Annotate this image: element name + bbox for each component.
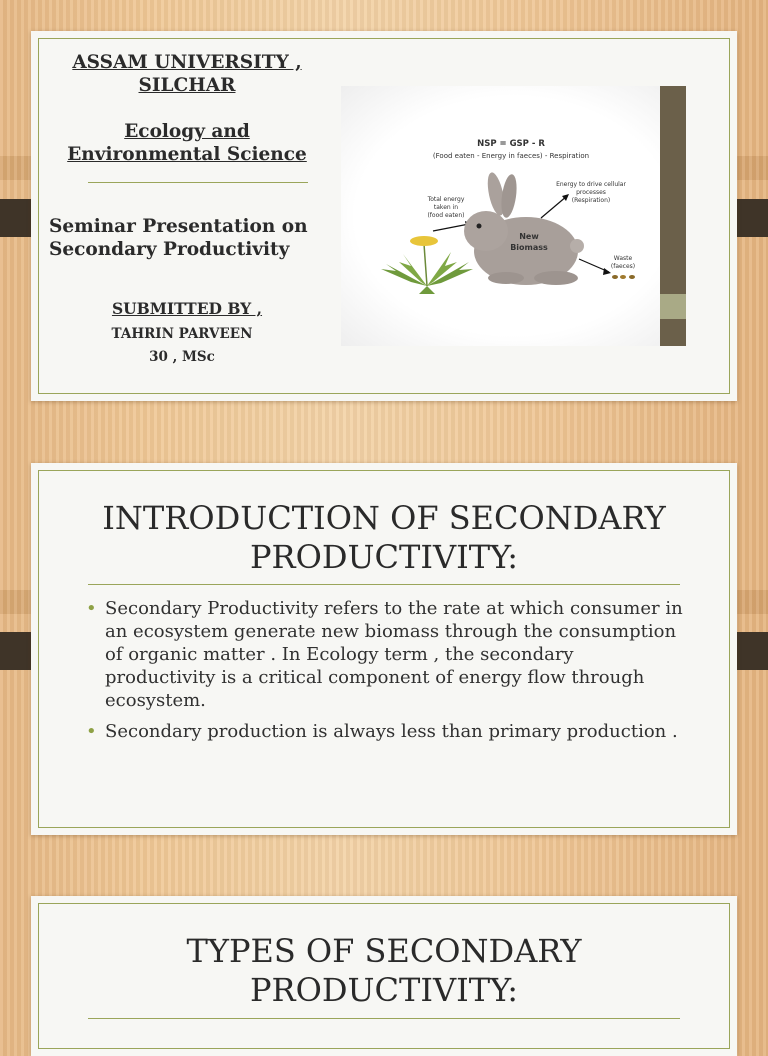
student-name: TAHRIN PARVEEN	[111, 326, 253, 342]
respiration-label-3: (Respiration)	[571, 197, 611, 204]
slide-title-heading	[51, 499, 717, 577]
slide-introduction[interactable]	[31, 463, 737, 835]
respiration-label-1: Energy to drive cellular	[556, 181, 626, 188]
bullet-item	[86, 597, 686, 712]
bullet-list	[86, 597, 686, 751]
respiration-label-2: processes	[576, 189, 606, 196]
department-name	[51, 120, 323, 166]
bullet-text: Secondary production is always less than primary production .	[105, 721, 678, 742]
divider	[88, 182, 308, 183]
secondary-productivity-diagram	[341, 86, 686, 346]
title-divider	[88, 1018, 680, 1019]
title-line-1: INTRODUCTION OF SECONDARY	[102, 499, 666, 537]
university-name	[51, 51, 323, 97]
dandelion-plant	[381, 236, 473, 294]
department-line-2: Environmental Science	[67, 144, 307, 165]
biomass-label-2: Biomass	[510, 243, 548, 252]
image-side-bar-accent	[660, 294, 686, 319]
department-line-1: Ecology and	[124, 121, 250, 142]
title-line-2: PRODUCTIVITY:	[250, 538, 518, 576]
university-line-1: ASSAM UNIVERSITY ,	[72, 52, 302, 73]
seminar-line-2: Secondary Productivity	[49, 239, 290, 260]
equation-text: NSP = GSP - R	[477, 139, 545, 149]
bullet-item	[86, 720, 686, 743]
equation-subtext: (Food eaten - Energy in faeces) - Respiration	[432, 152, 590, 160]
university-line-2: SILCHAR	[138, 75, 236, 96]
intake-label-3: (food eaten)	[427, 212, 465, 219]
slide-title[interactable]	[31, 31, 737, 401]
title-line-2: PRODUCTIVITY:	[250, 971, 518, 1009]
roll-number: 30 , MSc	[149, 349, 215, 365]
slide-types[interactable]	[31, 896, 737, 1056]
rabbit-illustration	[464, 171, 584, 285]
title-line-1: TYPES OF SECONDARY	[186, 932, 582, 970]
slide-title-heading	[51, 932, 717, 1010]
intake-label-2: taken in	[433, 204, 459, 211]
seminar-line-1: Seminar Presentation on	[49, 216, 308, 237]
submitted-by-label: SUBMITTED BY ,	[111, 299, 263, 318]
bullet-icon: •	[86, 598, 97, 619]
bullet-icon: •	[86, 721, 97, 742]
waste-label-2: (faeces)	[610, 263, 636, 270]
waste-label-1: Waste	[613, 255, 633, 262]
bullet-text: Secondary Productivity refers to the rate at which consumer in an ecosystem generate new biomass through the consumption of organic matter . In Ecology term , the secondary productivity is a critical component of energy flow through ecosystem.	[105, 598, 683, 711]
seminar-title	[49, 215, 339, 261]
title-divider	[88, 584, 680, 585]
biomass-label-1: New	[519, 232, 539, 241]
intake-label-1: Total energy	[427, 196, 465, 203]
